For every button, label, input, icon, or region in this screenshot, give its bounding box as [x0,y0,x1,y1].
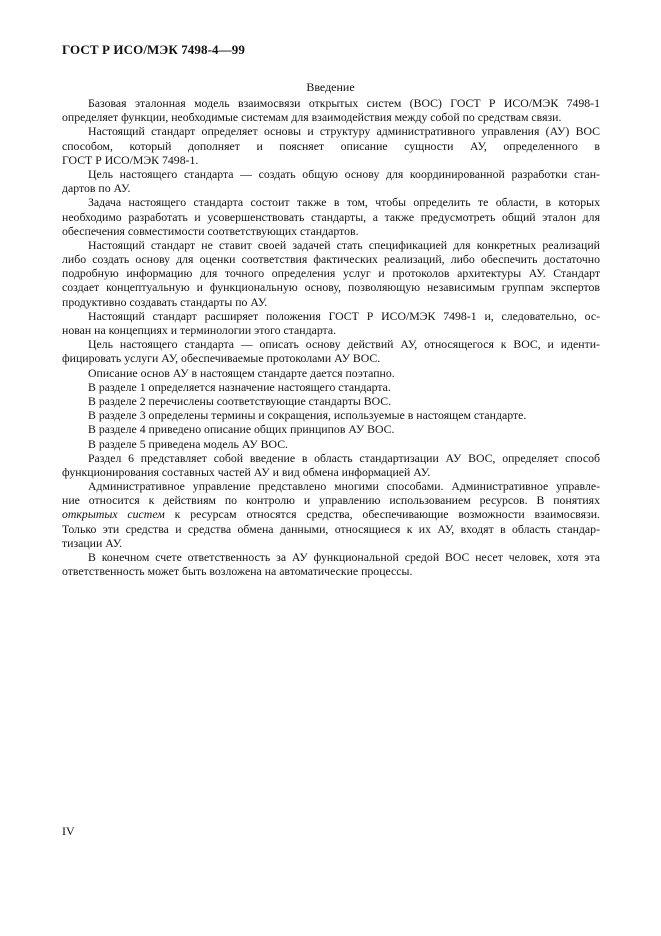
document-body [62,96,600,578]
paragraph [62,408,600,422]
section-title: Введение [306,80,355,94]
text-line: обеспечения совместимости соответствующих стандартов. [62,223,359,238]
text-line: продуктивно создавать стандарты по АУ. [62,294,268,309]
text-line: В разделе 2 перечислены соответствующие стандарты ВОС. [88,393,392,408]
text-line: В конечном счете ответственность за АУ функциональной средой ВОС несет человек, хотя эта [88,550,600,564]
paragraph [62,422,600,436]
text-line: Только эти средства и средства обмена данными, относящиеся к их АУ, входят в область стандар- [62,521,600,536]
text-line: Базовая эталонная модель взаимосвязи открытых систем (ВОС) ГОСТ Р ИСО/МЭК 7498-1 [88,96,600,110]
text-line: фицировать услуги АУ, обеспечиваемые протоколами АУ ВОС. [62,351,381,366]
paragraph [62,380,600,394]
text-line: функционирования составных частей АУ и вид обмена информацией АУ. [62,464,431,479]
text-line: ответственность может быть возложена на автоматические процессы. [62,564,413,579]
text-line: ние относится к действиям по контролю и управлению использованием ресурсов. В понятиях [62,493,600,508]
text-line: способом, который дополняет и поясняет описание сущности АУ, определенного в [62,138,600,153]
paragraph [62,96,600,124]
document-header: ГОСТ Р ИСО/МЭК 7498-4—99 [62,42,245,57]
paragraph [62,337,600,365]
paragraph [62,394,600,408]
text-line: Цель настоящего стандарта — описать основу действий АУ, относящегося к ВОС, и иденти- [88,337,600,352]
paragraph [62,550,600,578]
text-line: тизации АУ. [62,535,123,550]
text-line: Цель настоящего стандарта — создать общую основу для координированной разработки стан- [88,166,600,181]
paragraph [62,437,600,451]
text-line: ГОСТ Р ИСО/МЭК 7498-1. [62,152,199,167]
text-line: В разделе 4 приведено описание общих принципов АУ ВОС. [88,422,395,437]
text-line: Задача настоящего стандарта состоит также в том, чтобы определить те области, в которых [88,195,600,210]
text-line: открытых систем к ресурсам относятся средства, обеспечивающие возможности взаимосвязи. [62,507,600,522]
paragraph [62,238,600,309]
text-line: Настоящий стандарт расширяет положения ГОСТ Р ИСО/МЭК 7498-1 и, следовательно, ос- [88,308,600,323]
text-line: Административное управление представлено многими способами. Административное управле- [88,479,600,494]
paragraph [62,451,600,479]
italic-term: открытых систем [62,507,165,522]
paragraph [62,366,600,380]
paragraph [62,124,600,167]
text-line: необходимо разработать и усовершенствовать стандарты, а также предусмотреть общий эталон для [62,209,600,224]
paragraph [62,167,600,195]
text-line: нован на концепциях и терминологии этого стандарта. [62,323,337,337]
page-number: IV [62,824,75,838]
text-line: Раздел 6 представляет собой введение в область стандартизации АУ ВОС, определяет способ [88,450,600,465]
paragraph [62,195,600,238]
text-line: определяет функции, необходимые системам для взаимодействия между собой по средствам связи. [62,110,562,125]
text-line: создает концептуальную и функциональную основу, позволяющую независимым группам экспертов [62,280,600,295]
text-line: В разделе 3 определены термины и сокращения, используемые в настоящем стандарте. [88,408,527,423]
text-line: Настоящий стандарт определяет основы и структуру административного управления (АУ) ВОС [88,124,600,139]
text-line: В разделе 5 приведена модель АУ ВОС. [88,436,289,451]
text-line: В разделе 1 определяется назначение настоящего стандарта. [88,379,391,394]
text-line: либо создать основу для оценки соответствия фактических реализаций, либо обеспечить достаточно [62,252,600,267]
text-line: дартов по АУ. [62,181,131,196]
text-line: Описание основ АУ в настоящем стандарте дается поэтапно. [88,365,395,380]
text-line: подробную информацию для точного определения услуг и протоколов архитектуры АУ. Стандарт [62,266,600,281]
text-line: Настоящий стандарт не ставит своей задачей стать спецификацией для конкретных реализаций [88,237,600,252]
paragraph [62,479,600,550]
paragraph [62,309,600,337]
